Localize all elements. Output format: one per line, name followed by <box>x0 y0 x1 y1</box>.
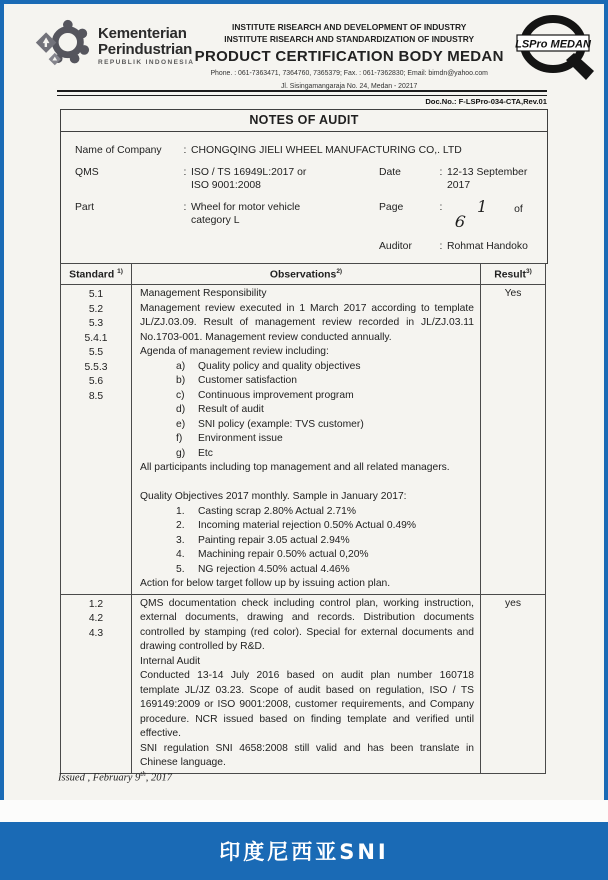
page-current-handwritten: 1 <box>477 197 488 216</box>
audit-info-fields: Name of Company : CHONGQING JIELI WHEEL MANUFACTURING CO,. LTD QMS : ISO / TS 16949L:2017 or ISO 9001:2008 Date : 12-13 September 2017 Part : Wheel for motor vehicle category L Page : 1 of 6 Auditor : Rohmat Handoko <box>61 132 547 263</box>
standard-codes: 5.1 5.2 5.3 5.4.1 5.5 5.5.3 5.6 8.5 <box>61 285 132 595</box>
observations-table-body <box>61 285 546 774</box>
col-observations: Observations$^{2)}$ <box>132 264 481 285</box>
result-value: yes <box>481 594 546 773</box>
document-title: NOTES OF AUDIT <box>61 110 547 132</box>
part-value: Wheel for motor vehicle category L <box>191 202 301 226</box>
ministry-line2: Perindustrian <box>98 41 193 58</box>
lspro-medan-logo <box>508 12 600 88</box>
company-label: Name of Company <box>75 145 162 156</box>
contact-phone-line: Phone. : 061-7363471, 7364760, 7365379; Fax. : 061-7362830; Email: bimdn@yahoo.com <box>210 70 488 77</box>
letterhead <box>34 12 600 94</box>
gear-icon <box>34 18 92 76</box>
ministry-line1: Kementerian <box>98 25 187 42</box>
contact-address-line: Jl. Sisingamangaraja No. 24, Medan - 20217 <box>280 83 418 90</box>
observations-table <box>60 263 546 774</box>
lspro-logo-text: LSPro MEDAN <box>515 38 591 51</box>
auditor-label: Auditor <box>379 241 412 252</box>
left-border-line <box>0 0 4 880</box>
page-label: Page <box>379 202 404 213</box>
qms-value: ISO / TS 16949L:2017 or ISO 9001:2008 <box>191 167 307 191</box>
institute-line2: INSTITUTE RISEARCH AND STANDARDIZATION OF INDUSTRY <box>224 33 475 44</box>
ministry-name-block <box>98 26 194 94</box>
observations-table-header <box>61 264 546 285</box>
table-row <box>61 594 546 773</box>
auditor-value: Rohmat Handoko <box>447 241 528 252</box>
standard-codes: 1.2 4.2 4.3 <box>61 594 132 773</box>
observation-text: Management Responsibility Management review executed in 1 March 2017 according to template JL/ZJ.03.09. Result of management review recorded in JL/ZJ.03.11 No.1703-001. Management review conducted annually. Agenda of management review including: a) Quality policy and quality objectives b) Customer satisfaction c) Continuous improvement program d) Result of audit e) SNI policy (example: TVS customer) f) Environment issue g) Etc All participants including top management and all related managers. Quality Objectives 2017 monthly. Sample in January 2017: 1. Casting scrap 2.80% Actual 2.71% 2. Incoming material rejection 0.50% Actual 0.49% 3. Painting repair 3.05 actual 2.94% 4. Machining repair 0.50% actual 0,20% 5. NG rejection 4.50% actual 4.46% Action for below target follow up by issuing action plan. <box>132 285 481 595</box>
footer-banner <box>0 822 608 880</box>
header-divider <box>57 90 547 96</box>
top-border-line <box>0 0 608 4</box>
part-label: Part <box>75 202 95 213</box>
footer-gap <box>0 800 608 822</box>
page-total-handwritten: 6 <box>453 211 467 232</box>
date-value: 12-13 September 2017 <box>447 167 528 191</box>
observation-text: QMS documentation check including control plan, working instruction, external documents, drawing and records. Distribution documents controlled by stamping (red color). Special for external documents and drawing controlled by R&D. Internal Audit Conducted 13-14 July 2016 based on audit plan number 160718 template JL/JZ 03.23. Scope of audit based on regulation, ISO / TS 169149:2009 or ISO 9001:2008, customer requirements, and Company procedure. NCR issued based on finding template and verified until effective. SNI regulation SNI 4658:2008 still valid and has been translate in Chinese language. <box>132 594 481 773</box>
col-standard: Standard $^{1)}$ <box>61 264 132 285</box>
table-row <box>61 285 546 595</box>
certification-body-title: PRODUCT CERTIFICATION BODY MEDAN <box>194 48 504 65</box>
institute-line1: INSTITUTE RISEARCH AND DEVELOPMENT OF INDUSTRY <box>232 22 467 32</box>
qms-label: QMS <box>75 167 99 178</box>
right-border-line <box>604 0 608 880</box>
issued-date-line: Issued , February 9th, 2017 <box>58 770 172 784</box>
banner-text: 印度尼西亚SNI <box>219 840 389 864</box>
doc-number: Doc.No.: F-LSPro-034-CTA,Rev.01 <box>425 97 547 106</box>
ministry-line3: REPUBLIK INDONESIA <box>98 59 195 66</box>
audit-info-box <box>60 109 548 264</box>
page-value: 1 of 6 <box>453 197 523 232</box>
result-value: Yes <box>481 285 546 595</box>
company-value: CHONGQING JIELI WHEEL MANUFACTURING CO,. LTD <box>191 145 462 156</box>
date-label: Date <box>379 167 401 178</box>
institute-title-block <box>194 12 504 94</box>
col-result: Result$^{3)}$ <box>481 264 546 285</box>
